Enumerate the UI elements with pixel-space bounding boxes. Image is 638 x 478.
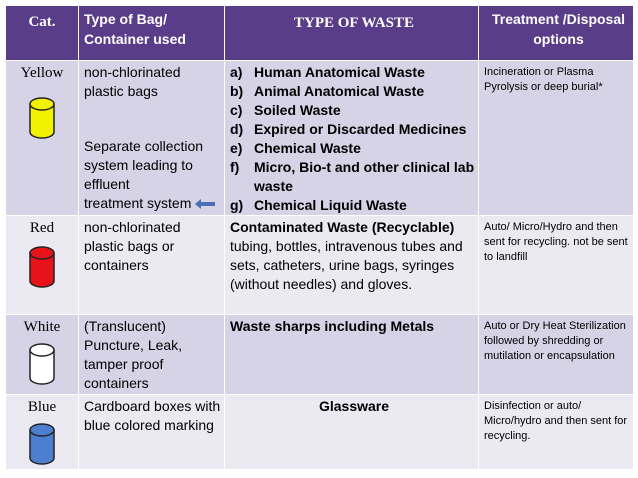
list-text: Human Anatomical Waste (254, 64, 425, 80)
list-item (230, 82, 478, 101)
bag-extra-line: system leading to (84, 157, 193, 173)
waste-type-cell (225, 61, 479, 216)
list-text: Chemical Liquid Waste (254, 197, 407, 213)
waste-type-cell (225, 395, 479, 470)
list-text: Micro, Bio-t and other clinical lab waste (254, 159, 475, 194)
list-text: Chemical Waste (254, 140, 361, 156)
table-row (6, 395, 634, 470)
list-item (230, 120, 478, 139)
bin-top (30, 344, 54, 356)
header-waste-type: TYPE OF WASTE (225, 6, 479, 61)
red-bin-icon (28, 245, 56, 289)
list-marker: d) (230, 121, 244, 137)
list-item (230, 101, 478, 120)
treatment-cell: Auto or Dry Heat Sterilization followed by shredding or mutilation or encapsulation (479, 315, 634, 395)
waste-title: Contaminated Waste (Recyclable) (230, 219, 455, 235)
arrow-left-icon (195, 199, 215, 209)
category-label: Red (29, 220, 55, 236)
category-cell (6, 61, 79, 216)
treatment-cell: Incineration or Plasma Pyrolysis or deep burial* (479, 61, 634, 216)
category-cell (6, 315, 79, 395)
list-item (230, 158, 478, 196)
bag-extra-line: effluent (84, 176, 130, 192)
bag-extra-line: Separate collection (84, 138, 204, 154)
category-label: Blue (27, 399, 57, 415)
bin-top (30, 98, 54, 110)
bag-extra-line-text: treatment system (84, 195, 192, 211)
treatment-cell: Auto/ Micro/Hydro and then sent for recycling. not be sent to landfill (479, 216, 634, 315)
white-bin-icon (28, 342, 56, 386)
header-treatment: Treatment /Disposal options (479, 6, 634, 61)
header-category: Cat. (6, 6, 79, 61)
table-row (6, 61, 634, 216)
bin-top (30, 247, 54, 259)
list-text: Animal Anatomical Waste (254, 83, 425, 99)
waste-segregation-table (5, 5, 634, 470)
category-cell (6, 395, 79, 470)
bag-type-cell: non-chlorinated plastic bags or containers (79, 216, 225, 315)
list-marker: e) (230, 140, 243, 156)
bag-type-cell: Cardboard boxes with blue colored marking (79, 395, 225, 470)
bag-extra-line (84, 194, 224, 213)
list-marker: b) (230, 83, 244, 99)
list-marker: f) (230, 159, 240, 175)
yellow-bin-icon (28, 96, 56, 140)
list-marker: c) (230, 102, 243, 118)
category-label: White (23, 319, 61, 335)
treatment-cell: Disinfection or auto/ Micro/hydro and then sent for recycling. (479, 395, 634, 470)
arrow-shape (195, 199, 215, 209)
waste-type-cell (225, 216, 479, 315)
waste-title: Waste sharps including Metals (230, 318, 435, 334)
waste-list (230, 63, 478, 215)
bag-type-cell (79, 61, 225, 216)
list-item (230, 139, 478, 158)
header-bag-type: Type of Bag/ Container used (79, 6, 225, 61)
category-label: Yellow (20, 65, 64, 81)
category-cell (6, 216, 79, 315)
waste-type-cell (225, 315, 479, 395)
table-row (6, 315, 634, 395)
waste-title: Glassware (318, 398, 390, 414)
bin-top (30, 424, 54, 436)
list-marker: g) (230, 197, 244, 213)
list-text: Expired or Discarded Medicines (254, 121, 467, 137)
list-text: Soiled Waste (254, 102, 341, 118)
bag-extra-text (84, 137, 224, 213)
blue-bin-icon (28, 422, 56, 466)
bag-type-text: non-chlorinated plastic bags (84, 64, 181, 99)
waste-description: tubing, bottles, intravenous tubes and sets, catheters, urine bags, syringes (without needles) and gloves. (230, 238, 463, 292)
table-header-row (6, 6, 634, 61)
bag-type-cell: (Translucent) Puncture, Leak, tamper proof containers (79, 315, 225, 395)
list-item (230, 196, 478, 215)
list-marker: a) (230, 64, 243, 80)
list-item (230, 63, 478, 82)
table-row (6, 216, 634, 315)
